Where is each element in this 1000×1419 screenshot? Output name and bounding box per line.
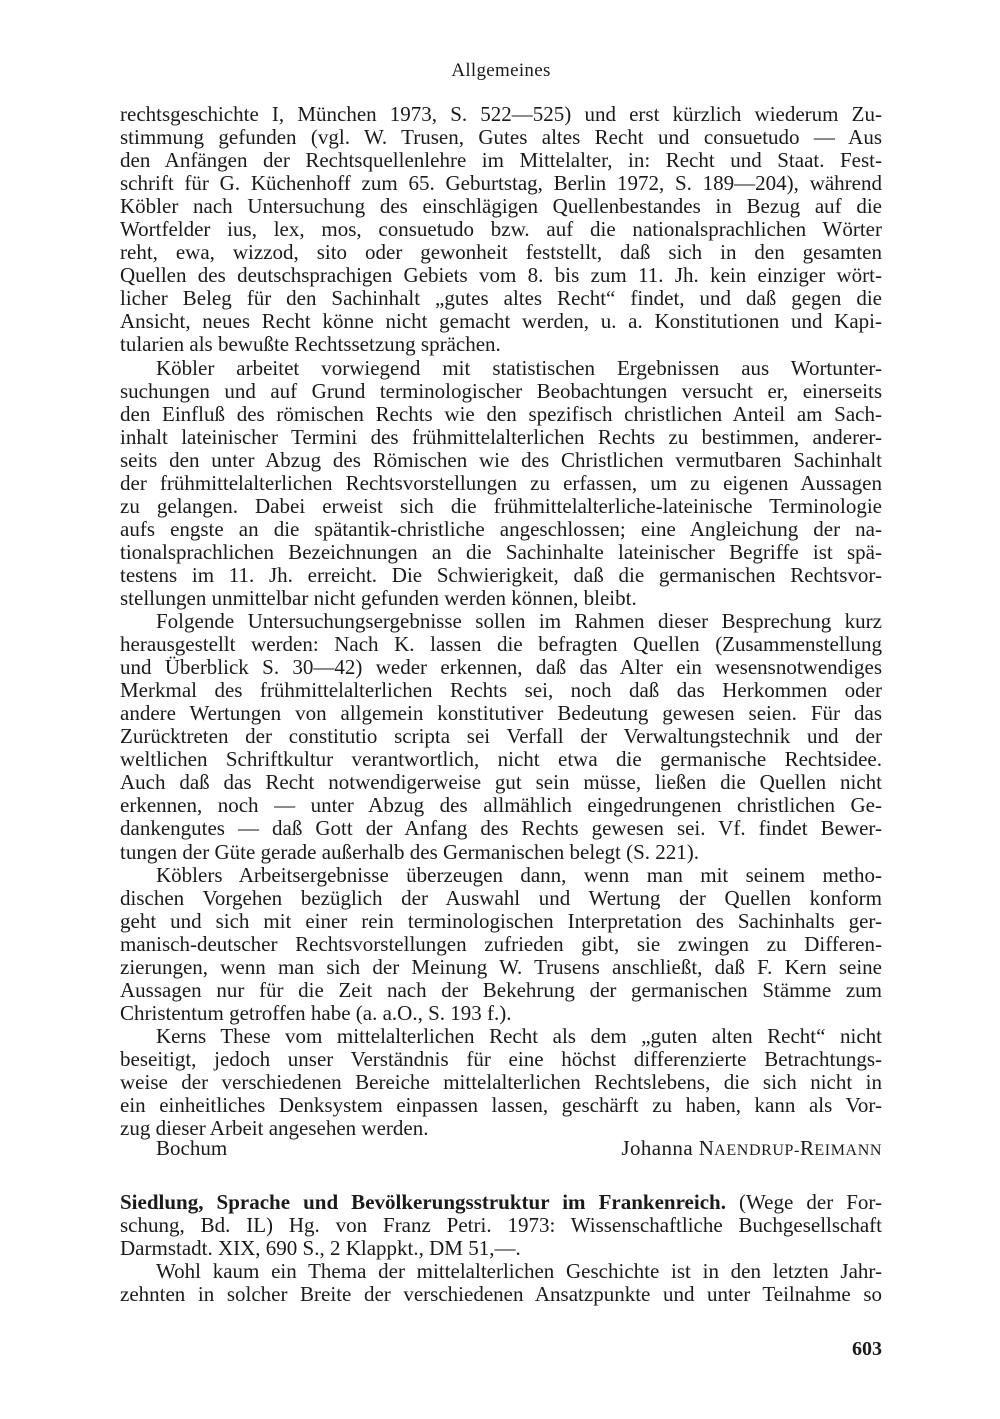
text-line: Merkmal des frühmittelalterlichen Rechts sei, noch daß das Herkommen oder: [120, 678, 882, 703]
text-line: den Anfängen der Rechtsquellenlehre im Mittelalter, in: Recht und Staat. Fest-: [120, 148, 882, 173]
text-line: dischen Vorgehen bezüglich der Auswahl und Wertung der Quellen konform: [120, 885, 882, 910]
text-line: ein einheitliches Denksystem einpassen lassen, geschärft zu haben, kann als Vor-: [120, 1093, 882, 1118]
text-line: Zurücktreten der constitutio scripta sei Verfall der Verwaltungstechnik und der: [120, 724, 882, 749]
text-line: schrift für G. Küchenhoff zum 65. Geburtstag, Berlin 1972, S. 189—204), während: [120, 171, 882, 196]
signature-place: Bochum: [156, 1136, 228, 1160]
text-line: stimmung gefunden (vgl. W. Trusen, Gutes altes Recht und consuetudo — Aus: [120, 125, 882, 150]
text-line: manisch-deutscher Rechtsvorstellungen zufrieden gibt, sie zwingen zu Differen-: [120, 931, 882, 956]
text-line: aufs engste an die spätantik-christliche angeschlossen; eine Angleichung der na-: [120, 516, 882, 541]
text-line: beseitigt, jedoch unser Verständnis für eine höchst differenzierte Betrachtungs-: [120, 1046, 882, 1071]
text-line: Quellen des deutschsprachigen Gebiets vom 8. bis zum 11. Jh. kein einziger wört-: [120, 263, 882, 288]
text-line: Wortfelder ius, lex, mos, consuetudo bzw. auf die nationalsprachlichen Wörter: [120, 217, 882, 242]
text-line: Köblers Arbeitsergebnisse überzeugen dann, wenn man mit seinem metho-: [156, 862, 882, 887]
text-line: Aussagen nur für die Zeit nach der Bekehrung der germanischen Stämme zum: [120, 977, 882, 1002]
next-review-title: Siedlung, Sprache und Bevölkerungsstruktur im Frankenreich.: [120, 1190, 726, 1214]
text-line: rechtsgeschichte I, München 1973, S. 522—525) und erst kürzlich wiederum Zu-: [120, 102, 882, 126]
text-line: zu gelangen. Dabei erweist sich die frühmittelalterliche-lateinische Terminologie: [120, 493, 882, 518]
next-review-text: [120, 1214, 882, 1306]
text-line: licher Beleg für den Sachinhalt „gutes altes Recht“ findet, und daß gegen die: [120, 286, 882, 311]
text-line: Folgende Untersuchungsergebnisse sollen im Rahmen dieser Besprechung kurz: [156, 609, 882, 634]
text-line: testens im 11. Jh. erreicht. Die Schwierigkeit, daß die germanischen Rechtsvor-: [120, 562, 882, 587]
text-line: weise der verschiedenen Bereiche mittelalterlichen Rechtslebens, die sich nicht in: [120, 1069, 882, 1094]
text-line: seits den unter Abzug des Römischen wie des Christlichen vermutbaren Sachinhalt: [120, 447, 882, 472]
text-line: den Einfluß des römischen Rechts wie den spezifisch christlichen Anteil am Sach-: [120, 401, 882, 426]
next-review-heading-line: Siedlung, Sprache und Bevölkerungsstruktur im Frankenreich. (Wege der For-: [120, 1190, 882, 1214]
text-line: weltlichen Schriftkultur verantwortlich, nicht etwa die germanische Rechtsidee.: [120, 747, 882, 772]
text-line: Wohl kaum ein Thema der mittelalterlichen Geschichte ist in den letzten Jahr-: [156, 1259, 882, 1284]
text-line: Kerns These vom mittelalterlichen Recht als dem „guten alten Recht“ nicht: [156, 1023, 882, 1048]
text-line: erkennen, noch — unter Abzug des allmählich eingedrungenen christlichen Ge-: [120, 793, 882, 818]
document-page: [120, 0, 882, 1419]
running-head: Allgemeines: [451, 60, 551, 81]
text-line: tularien als bewußte Rechtssetzung sprächen.: [120, 332, 501, 357]
text-line: schung, Bd. IL) Hg. von Franz Petri. 1973: Wissenschaftliche Buchgesellschaft: [120, 1213, 882, 1238]
next-review: [120, 1191, 882, 1306]
text-line: und Überblick S. 30—42) weder erkennen, daß das Alter ein wesensnotwendiges: [120, 655, 882, 680]
text-line: Köbler nach Untersuchung des einschlägigen Quellenbestandes in Bezug auf die: [120, 194, 882, 219]
text-line: Christentum getroffen habe (a. a.O., S. 193 f.).: [120, 1000, 512, 1025]
text-line: reht, ewa, wizzod, sito oder gewonheit feststellt, daß sich in den gesamten: [120, 240, 882, 265]
text-line: inhalt lateinischer Termini des frühmittelalterlichen Rechts zu bestimmen, anderer-: [120, 424, 882, 449]
text-line: stellungen unmittelbar nicht gefunden werden können, bleibt.: [120, 585, 637, 610]
text-line: tungen der Güte gerade außerhalb des Germanischen belegt (S. 221).: [120, 839, 700, 864]
text-line: suchungen und auf Grund terminologischer Beobachtungen versucht er, einerseits: [120, 378, 882, 403]
text-line: Köbler arbeitet vorwiegend mit statistischen Ergebnissen aus Wortunter-: [156, 355, 882, 380]
text-line: Darmstadt. XIX, 690 S., 2 Klappkt., DM 51,—.: [120, 1236, 521, 1261]
text-line: herausgestellt werden: Nach K. lassen die befragten Quellen (Zusammenstellung: [120, 632, 882, 657]
text-line: andere Wertungen von allgemein konstitutiver Bedeutung gewesen seien. Für das: [120, 701, 882, 726]
text-line: tionalsprachlichen Bezeichnungen an die Sachinhalte lateinischer Begriffe ist spä-: [120, 539, 882, 564]
text-line: Ansicht, neues Recht könne nicht gemacht werden, u. a. Konstitutionen und Kapi-: [120, 309, 882, 334]
text-line: zehnten in solcher Breite der verschiedenen Ansatzpunkte und unter Teilnahme so: [120, 1282, 882, 1307]
text-line: dankengutes — daß Gott der Anfang des Rechts gewesen sei. Vf. findet Bewer-: [120, 816, 882, 841]
text-line: zierungen, wenn man sich der Meinung W. Trusens anschließt, daß F. Kern seine: [120, 954, 882, 979]
text-line: Auch daß das Recht notwendigerweise gut sein müsse, ließen die Quellen nicht: [120, 770, 882, 795]
page-number: 603: [852, 1338, 882, 1360]
text-line: zug dieser Arbeit angesehen werden.: [120, 1116, 429, 1141]
text-line: geht und sich mit einer rein terminologischen Interpretation des Sachinhalts ger-: [120, 908, 882, 933]
reviewer-name: Johanna NAENDRUP-REIMANN: [621, 1136, 882, 1160]
signature-block: [120, 1137, 882, 1160]
text-line: der frühmittelalterlichen Rechtsvorstellungen zu erfassen, um zu eigenen Aussagen: [120, 470, 882, 495]
review-body: [120, 103, 882, 1140]
